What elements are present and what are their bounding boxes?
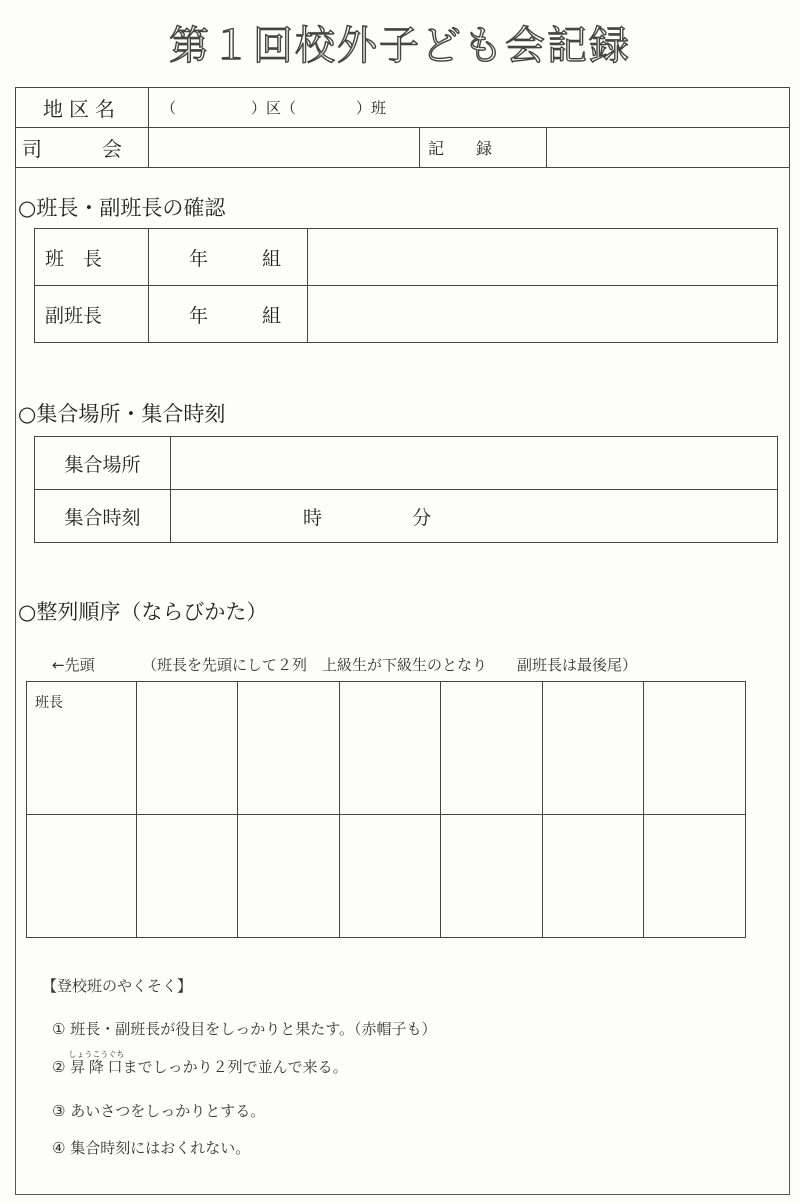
class-unit: 組 — [262, 304, 282, 327]
district-value: （ ）区（ ）班 — [161, 99, 387, 117]
grade-class-field[interactable] — [149, 286, 308, 343]
name-field[interactable] — [308, 286, 778, 343]
district-label: 地区名 — [16, 88, 149, 128]
place-label: 集合場所 — [35, 437, 171, 490]
lineup-cell[interactable] — [441, 682, 543, 815]
recorder-label: 記 録 — [420, 128, 547, 168]
meeting-table — [34, 436, 778, 543]
leader-label: 班長 — [35, 695, 63, 711]
lineup-cell[interactable] — [238, 682, 340, 815]
lineup-cell[interactable] — [339, 815, 441, 938]
page-title: 第１回校外子ども会記録 — [169, 23, 631, 69]
recorder-field[interactable] — [547, 128, 790, 168]
lineup-cell[interactable] — [441, 815, 543, 938]
lineup-cell[interactable] — [136, 815, 238, 938]
grade-class-field[interactable] — [149, 229, 308, 286]
header-table — [15, 87, 790, 168]
leaders-table — [34, 228, 778, 343]
year-unit: 年 — [189, 247, 209, 270]
lineup-cell[interactable] — [238, 815, 340, 938]
hour-unit: 時 — [303, 506, 323, 529]
chair-field[interactable] — [149, 128, 420, 168]
lineup-cell[interactable] — [136, 682, 238, 815]
chair-label: 司 会 — [16, 128, 149, 168]
rule-item-2: ② 昇降口しょうこうぐちまでしっかり２列で並んで来る。 — [52, 1050, 348, 1076]
place-field[interactable] — [171, 437, 778, 490]
section-heading-meeting: ○集合場所・集合時刻 — [18, 402, 226, 426]
lineup-grid — [26, 681, 746, 938]
lineup-cell[interactable] — [644, 815, 746, 938]
section-heading-lineup: ○整列順序（ならびかた） — [18, 600, 268, 624]
minute-unit: 分 — [412, 506, 432, 529]
rule-item-1: ① 班長・副班長が役目をしっかりと果たす。（赤帽子も） — [52, 1020, 437, 1038]
year-unit: 年 — [189, 304, 209, 327]
class-unit: 組 — [262, 247, 282, 270]
ruby-shoukouguchi: 昇降口しょうこうぐち — [68, 1050, 125, 1076]
lineup-cell[interactable] — [27, 815, 137, 938]
lineup-cell[interactable] — [542, 682, 644, 815]
section-heading-leaders: ○班長・副班長の確認 — [18, 196, 226, 220]
time-field[interactable] — [171, 490, 778, 543]
time-label: 集合時刻 — [35, 490, 171, 543]
lineup-instruction: （班長を先頭にして２列 上級生が下級生のとなり 副班長は最後尾） — [142, 656, 638, 674]
rule-item-3: ③ あいさつをしっかりとする。 — [52, 1102, 266, 1120]
name-field[interactable] — [308, 229, 778, 286]
rule-item-4: ④ 集合時刻にはおくれない。 — [52, 1139, 251, 1157]
front-label: ←先頭 — [52, 656, 95, 674]
lineup-cell[interactable] — [27, 682, 137, 815]
lineup-cell[interactable] — [644, 682, 746, 815]
lineup-cell[interactable] — [339, 682, 441, 815]
district-field[interactable] — [149, 88, 790, 128]
role-label: 班 長 — [35, 229, 149, 286]
lineup-cell[interactable] — [542, 815, 644, 938]
role-label: 副班長 — [35, 286, 149, 343]
rules-heading: 【登校班のやくそく】 — [42, 977, 193, 995]
